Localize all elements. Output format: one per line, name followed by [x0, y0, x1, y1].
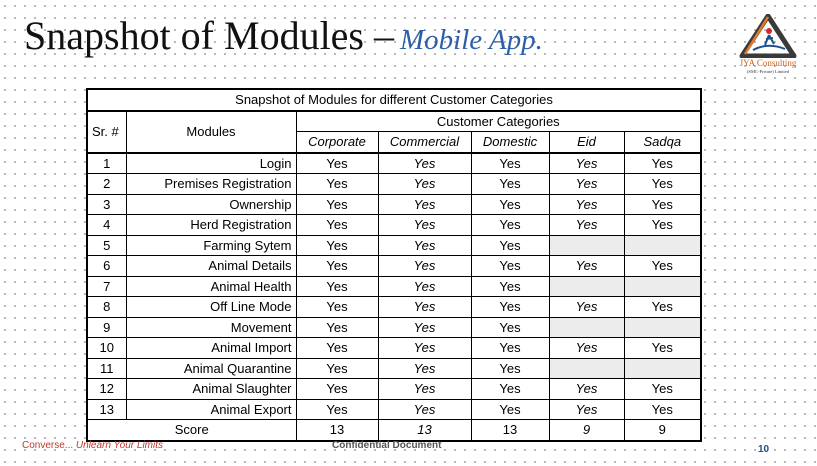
- score-value: 9: [624, 420, 701, 441]
- availability-cell: Yes: [471, 317, 549, 338]
- availability-cell: Yes: [296, 235, 378, 256]
- footer-tagline: [22, 440, 163, 451]
- col-header-sr: Sr. #: [87, 111, 126, 153]
- availability-cell: Yes: [624, 215, 701, 236]
- availability-cell: Yes: [471, 256, 549, 277]
- availability-cell: Yes: [378, 215, 471, 236]
- availability-cell: Yes: [471, 358, 549, 379]
- table-row: [87, 235, 701, 256]
- row-number: 13: [87, 399, 126, 420]
- score-value: 13: [471, 420, 549, 441]
- availability-cell: Yes: [624, 194, 701, 215]
- empty-cell: [549, 358, 624, 379]
- availability-cell: Yes: [549, 379, 624, 400]
- availability-cell: Yes: [471, 215, 549, 236]
- footer-confidential: Confidential Document: [332, 440, 442, 451]
- availability-cell: Yes: [296, 317, 378, 338]
- availability-cell: Yes: [296, 276, 378, 297]
- score-value: 13: [296, 420, 378, 441]
- company-logo: [725, 14, 811, 76]
- module-name: Farming Sytem: [126, 235, 296, 256]
- availability-cell: Yes: [378, 174, 471, 195]
- availability-cell: Yes: [296, 174, 378, 195]
- availability-cell: Yes: [378, 297, 471, 318]
- module-name: Movement: [126, 317, 296, 338]
- availability-cell: Yes: [549, 338, 624, 359]
- table-row: [87, 256, 701, 277]
- availability-cell: Yes: [624, 174, 701, 195]
- table-row: [87, 194, 701, 215]
- availability-cell: Yes: [296, 297, 378, 318]
- row-number: 7: [87, 276, 126, 297]
- col-header-category: Eid: [549, 132, 624, 153]
- empty-cell: [624, 235, 701, 256]
- table-row: [87, 317, 701, 338]
- table-caption-row: [87, 89, 701, 111]
- table-caption: Snapshot of Modules for different Customer Categories: [87, 89, 701, 111]
- module-name: Animal Quarantine: [126, 358, 296, 379]
- availability-cell: Yes: [378, 276, 471, 297]
- empty-cell: [549, 276, 624, 297]
- availability-cell: Yes: [296, 379, 378, 400]
- availability-cell: Yes: [471, 338, 549, 359]
- availability-cell: Yes: [549, 153, 624, 174]
- availability-cell: Yes: [624, 297, 701, 318]
- col-header-category: Domestic: [471, 132, 549, 153]
- availability-cell: Yes: [549, 215, 624, 236]
- availability-cell: Yes: [471, 194, 549, 215]
- availability-cell: Yes: [549, 297, 624, 318]
- slide-title-sub: Mobile App.: [400, 24, 543, 56]
- empty-cell: [624, 276, 701, 297]
- row-number: 6: [87, 256, 126, 277]
- logo-triangle-icon: [739, 14, 797, 58]
- availability-cell: Yes: [624, 338, 701, 359]
- table-row: [87, 297, 701, 318]
- availability-cell: Yes: [378, 358, 471, 379]
- table-row: [87, 153, 701, 174]
- row-number: 1: [87, 153, 126, 174]
- availability-cell: Yes: [296, 399, 378, 420]
- availability-cell: Yes: [471, 235, 549, 256]
- score-value: 13: [378, 420, 471, 441]
- availability-cell: Yes: [471, 174, 549, 195]
- row-number: 4: [87, 215, 126, 236]
- availability-cell: Yes: [378, 379, 471, 400]
- availability-cell: Yes: [296, 338, 378, 359]
- availability-cell: Yes: [549, 256, 624, 277]
- footer-tagline-lead: Converse...: [22, 440, 74, 451]
- availability-cell: Yes: [296, 194, 378, 215]
- row-number: 3: [87, 194, 126, 215]
- availability-cell: Yes: [378, 194, 471, 215]
- module-name: Premises Registration: [126, 174, 296, 195]
- empty-cell: [549, 317, 624, 338]
- col-header-category: Corporate: [296, 132, 378, 153]
- score-row: [87, 420, 701, 441]
- availability-cell: Yes: [296, 215, 378, 236]
- availability-cell: Yes: [378, 317, 471, 338]
- row-number: 8: [87, 297, 126, 318]
- module-name: Animal Details: [126, 256, 296, 277]
- score-label: Score: [87, 420, 296, 441]
- availability-cell: Yes: [624, 379, 701, 400]
- score-value: 9: [549, 420, 624, 441]
- table-row: [87, 215, 701, 236]
- row-number: 2: [87, 174, 126, 195]
- module-name: Herd Registration: [126, 215, 296, 236]
- availability-cell: Yes: [549, 194, 624, 215]
- availability-cell: Yes: [296, 256, 378, 277]
- page-number: 10: [758, 444, 770, 455]
- availability-cell: Yes: [624, 256, 701, 277]
- empty-cell: [624, 317, 701, 338]
- customer-categories-header: Customer Categories: [296, 111, 701, 132]
- module-name: Login: [126, 153, 296, 174]
- slide-title-main: Snapshot of Modules –: [24, 13, 394, 58]
- availability-cell: Yes: [296, 358, 378, 379]
- table-group-header-row: [87, 111, 701, 132]
- availability-cell: Yes: [378, 153, 471, 174]
- module-name: Animal Import: [126, 338, 296, 359]
- module-name: Ownership: [126, 194, 296, 215]
- empty-cell: [549, 235, 624, 256]
- logo-brand-text: JYA Consulting: [739, 58, 797, 68]
- availability-cell: Yes: [378, 399, 471, 420]
- module-name: Animal Slaughter: [126, 379, 296, 400]
- availability-cell: Yes: [624, 399, 701, 420]
- availability-cell: Yes: [471, 379, 549, 400]
- availability-cell: Yes: [549, 399, 624, 420]
- module-name: Animal Health: [126, 276, 296, 297]
- availability-cell: Yes: [378, 338, 471, 359]
- table-row: [87, 399, 701, 420]
- table-row: [87, 276, 701, 297]
- module-name: Off Line Mode: [126, 297, 296, 318]
- logo-legal-text: (SMC-Private) Limited: [746, 69, 790, 74]
- modules-table: [86, 88, 702, 442]
- module-name: Animal Export: [126, 399, 296, 420]
- availability-cell: Yes: [549, 174, 624, 195]
- availability-cell: Yes: [296, 153, 378, 174]
- col-header-category: Commercial: [378, 132, 471, 153]
- table-row: [87, 358, 701, 379]
- availability-cell: Yes: [624, 153, 701, 174]
- row-number: 5: [87, 235, 126, 256]
- row-number: 10: [87, 338, 126, 359]
- availability-cell: Yes: [471, 297, 549, 318]
- row-number: 9: [87, 317, 126, 338]
- table-row: [87, 174, 701, 195]
- table-row: [87, 379, 701, 400]
- slide-title: [24, 12, 543, 59]
- availability-cell: Yes: [378, 256, 471, 277]
- col-header-modules: Modules: [126, 111, 296, 153]
- availability-cell: Yes: [471, 153, 549, 174]
- empty-cell: [624, 358, 701, 379]
- col-header-category: Sadqa: [624, 132, 701, 153]
- table-row: [87, 338, 701, 359]
- footer-tagline-emphasis: Unlearn Your Limits: [75, 440, 164, 451]
- availability-cell: Yes: [471, 399, 549, 420]
- row-number: 11: [87, 358, 126, 379]
- availability-cell: Yes: [378, 235, 471, 256]
- row-number: 12: [87, 379, 126, 400]
- availability-cell: Yes: [471, 276, 549, 297]
